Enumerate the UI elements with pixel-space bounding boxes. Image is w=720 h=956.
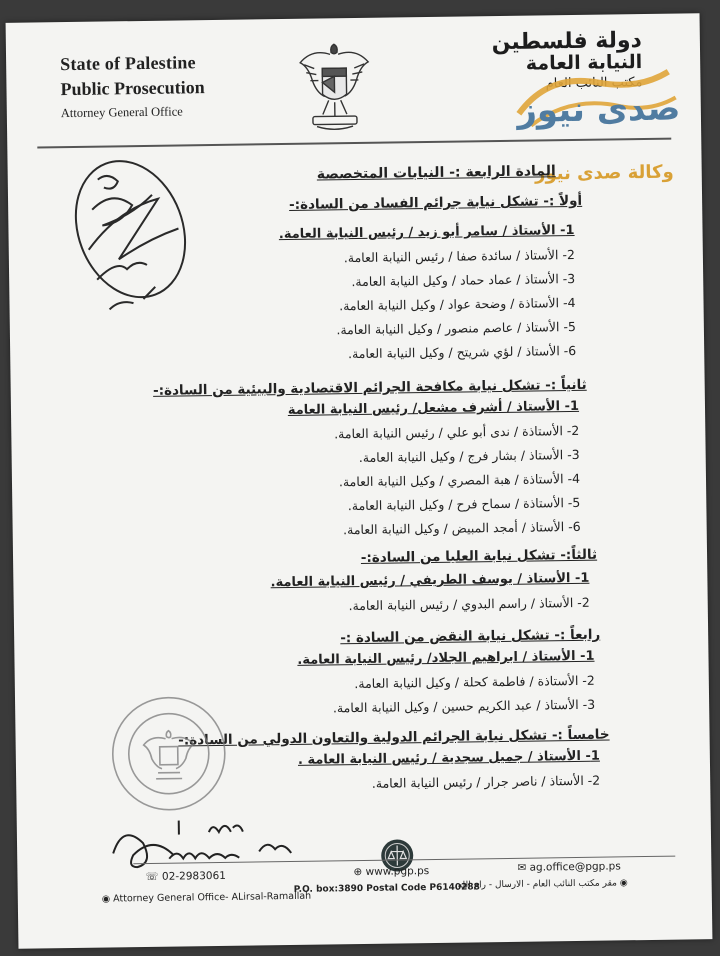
footer-address-ar: ◉ مقر مكتب النائب العام - الارسال - رام الله	[457, 878, 628, 891]
document-page	[6, 13, 713, 949]
list-item: 3- الأستاذ / عبد الكريم حسين / وكيل النيابة العامة.	[332, 696, 596, 716]
list-item: 6- الأستاذ / لؤي شريتح / وكيل النيابة العامة.	[347, 342, 577, 362]
list-item: 4- الأستاذة / هبة المصري / وكيل النيابة العامة.	[338, 470, 581, 490]
office-name-ar: مكتب النائب العام	[545, 75, 643, 92]
list-item: 6- الأستاذ / أمجد المبيض / وكيل النيابة العامة.	[342, 518, 581, 538]
handwritten-annotation-signature	[67, 148, 219, 320]
list-item: 5- الأستاذة / سماح فرح / وكيل النيابة العامة.	[347, 494, 581, 514]
list-item: 2- الأستاذ / ناصر جرار / رئيس النيابة العامة.	[371, 772, 601, 791]
list-item: 3- الأستاذ / عماد حماد / وكيل النيابة العامة.	[351, 270, 576, 290]
footer-phone: ☏ 02-2983061	[145, 869, 226, 884]
watermark-logo-text: صدى نيوز	[517, 88, 681, 131]
list-item: 2- الأستاذة / ندى أبو علي / رئيس النيابة العامة.	[334, 422, 580, 442]
location-pin-icon: ◉	[616, 878, 628, 889]
sada-news-watermark-logo	[510, 41, 682, 153]
institution-name-ar: النيابة العامة	[525, 51, 643, 75]
list-item: 1- الأستاذ / يوسف الطريفي / رئيس النيابة العامة.	[270, 570, 590, 591]
list-item: 1- الأستاذ / ابراهيم الجلاد/ رئيس النيابة العامة.	[297, 648, 595, 668]
section-title: ثانياً :- تشكل نيابة مكافحة الجرائم الاقتصادية والبيئية من السادة:-	[152, 376, 587, 399]
english-letterhead	[60, 52, 205, 121]
phone-icon: ☏	[145, 870, 163, 884]
official-stamp-seal	[107, 692, 231, 816]
list-item: 1- الأستاذ / سامر أبو زيد / رئيس النيابة العامة.	[278, 222, 575, 243]
list-item: 4- الأستاذة / وضحة عواد / وكيل النيابة العامة.	[339, 294, 576, 314]
list-item: 2- الأستاذ / راسم البدوي / رئيس النيابة العامة.	[348, 594, 590, 614]
section-title: رابعاً :- تشكل نيابة النقض من السادة :-	[340, 626, 601, 647]
list-item: 1- الأستاذ / جميل سجدية / رئيس النيابة العامة .	[297, 748, 600, 768]
watermark-agency-name: وكالة صدى نيوز	[534, 161, 674, 185]
footer-po-box: P.O. box:3890 Postal Code P6140288	[293, 882, 480, 895]
eagle-emblem-icon	[294, 30, 376, 141]
footer-website[interactable]: ⊕ www.pgp.ps	[353, 865, 430, 879]
institution-name-en: Public Prosecution	[60, 77, 205, 100]
list-item: 5- الأستاذ / عاصم منصور / وكيل النيابة العامة.	[336, 318, 576, 338]
article-title: المادة الرابعة :- النيابات المتخصصة	[316, 163, 556, 183]
list-item: 3- الأستاذ / بشار فرج / وكيل النيابة العامة.	[358, 446, 580, 465]
globe-icon: ⊕	[353, 865, 366, 879]
section-title: أولاً :- تشكل نيابة جرائم الفساد من السادة:-	[288, 192, 583, 213]
state-name-en: State of Palestine	[60, 52, 196, 75]
envelope-icon: ✉	[517, 861, 530, 874]
footer-address-en: ◉ Attorney General Office- ALirsal-Ramallah	[101, 890, 312, 905]
location-pin-icon: ◉	[101, 893, 114, 905]
section-title: خامساً :- تشكل نيابة الجرائم الدولية والتعاون الدولي من السادة:-	[178, 726, 610, 749]
state-name-ar: دولة فلسطين	[491, 28, 643, 56]
office-name-en: Attorney General Office	[60, 104, 183, 121]
footer-email[interactable]: ✉ ag.office@pgp.ps	[517, 860, 621, 874]
list-item: 1- الأستاذ / أشرف مشعل/ رئيس النيابة العامة	[287, 398, 580, 418]
list-item: 2- الأستاذة / فاطمة كحلة / وكيل النيابة العامة.	[354, 672, 595, 692]
list-item: 2- الأستاذ / سائدة صفا / رئيس النيابة العامة.	[343, 246, 575, 266]
section-title: ثالثاً:- تشكل نيابة العليا من السادة:-	[360, 546, 598, 566]
